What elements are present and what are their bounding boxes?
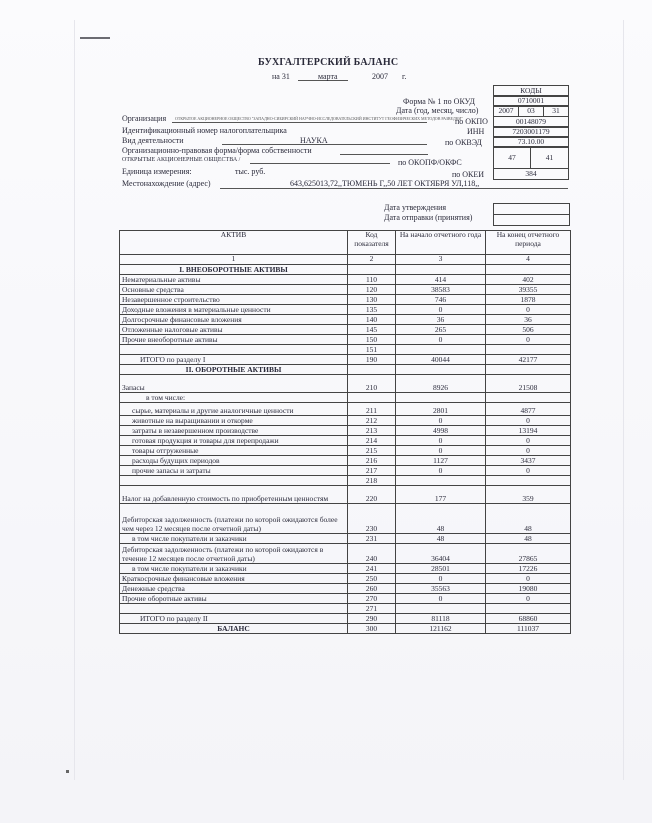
row-label: ИТОГО по разделу I (120, 355, 348, 365)
table-row (120, 504, 571, 534)
row-code: 231 (348, 534, 396, 544)
okud-label: Форма № 1 по ОКУД (403, 97, 475, 106)
table-row (120, 355, 571, 365)
row-label: Дебиторская задолженность (платежи по которой ожидаются в течение 12 месяцев после отчетной даты) (120, 544, 348, 564)
row-label: Запасы (120, 375, 348, 393)
row-end-value: 402 (486, 275, 571, 285)
row-code: 151 (348, 345, 396, 355)
pen-mark (80, 37, 110, 39)
row-label: Отложенные налоговые активы (120, 325, 348, 335)
row-start-value: 28501 (396, 564, 486, 574)
okopf-label: по ОКОПФ/ОКФС (398, 158, 462, 167)
row-start-value: 36 (396, 315, 486, 325)
okei-code: 384 (493, 168, 569, 180)
okfs-code: 41 (530, 146, 569, 169)
row-code: 214 (348, 436, 396, 446)
section-title: II. ОБОРОТНЫЕ АКТИВЫ (120, 365, 348, 375)
row-code: 150 (348, 335, 396, 345)
activity-underline (222, 144, 427, 145)
row-code: 217 (348, 466, 396, 476)
table-row (120, 375, 571, 393)
legal-form-underline-1 (340, 154, 428, 155)
org-name: ОТКРЫТОЕ АКЦИОНЕРНОЕ ОБЩЕСТВО "ЗАПАДНО-СИБИРСКИЙ НАУЧНО-ИССЛЕДОВАТЕЛЬСКИЙ ИНСТИТУТ ГЕОФИЗИЧЕСКИХ МЕТОДОВ РАЗВЕДКИ" (175, 116, 463, 121)
row-end-value: 48 (486, 534, 571, 544)
section-code-cell (348, 365, 396, 375)
row-start-value: 8926 (396, 375, 486, 393)
inn-code-label: ИНН (467, 127, 485, 136)
table-row (120, 594, 571, 604)
row-start-value (396, 345, 486, 355)
table-row (120, 476, 571, 486)
row-label: в том числе покупатели и заказчики (120, 564, 348, 574)
row-start-value: 40044 (396, 355, 486, 365)
code-month: 03 (518, 105, 544, 117)
section-start-cell (396, 265, 486, 275)
col-number-4: 4 (486, 255, 571, 265)
row-start-value: 0 (396, 574, 486, 584)
row-end-value: 21508 (486, 375, 571, 393)
send-date-box (493, 214, 570, 226)
row-end-value: 0 (486, 436, 571, 446)
row-code: 145 (348, 325, 396, 335)
row-start-value: 38583 (396, 285, 486, 295)
row-code: 250 (348, 574, 396, 584)
okopf-code: 47 (493, 146, 531, 169)
row-code: 140 (348, 315, 396, 325)
org-label: Организация (122, 114, 167, 123)
row-start-value: 4998 (396, 426, 486, 436)
row-label: сырье, материалы и другие аналогичные ценности (120, 403, 348, 416)
legal-form-label: Организационно-правовая форма/форма собственности (122, 146, 312, 155)
row-end-value: 27865 (486, 544, 571, 564)
location-value: 643,625013,72,,ТЮМЕНЬ Г,,50 ЛЕТ ОКТЯБРЯ УЛ,118,, (290, 179, 480, 188)
table-row (120, 564, 571, 574)
row-start-value: 0 (396, 335, 486, 345)
row-code: 216 (348, 456, 396, 466)
table-row (120, 456, 571, 466)
row-label: БАЛАНС (120, 624, 348, 634)
row-label: расходы будущих периодов (120, 456, 348, 466)
row-start-value: 414 (396, 275, 486, 285)
row-code: 135 (348, 305, 396, 315)
row-label: Прочие оборотные активы (120, 594, 348, 604)
unit-label: Единица измерения: (122, 167, 192, 176)
row-label: Налог на добавленную стоимость по приобретенным ценностям (120, 486, 348, 504)
row-end-value: 0 (486, 305, 571, 315)
row-end-value: 17226 (486, 564, 571, 574)
table-row (120, 544, 571, 564)
row-end-value (486, 476, 571, 486)
date-label: Дата (год, месяц, число) (396, 106, 479, 115)
row-start-value: 121162 (396, 624, 486, 634)
section-start-cell (396, 365, 486, 375)
code-year: 2007 (493, 105, 519, 117)
row-label: Денежные средства (120, 584, 348, 594)
row-start-value: 265 (396, 325, 486, 335)
row-code: 290 (348, 614, 396, 624)
org-underline (172, 122, 427, 123)
row-label: Прочие внеоборотные активы (120, 335, 348, 345)
table-row (120, 426, 571, 436)
table-row (120, 446, 571, 456)
row-code: 211 (348, 403, 396, 416)
row-label: затраты в незавершенном производстве (120, 426, 348, 436)
row-end-value: 506 (486, 325, 571, 335)
row-end-value (486, 345, 571, 355)
row-code: 215 (348, 446, 396, 456)
row-start-value: 2801 (396, 403, 486, 416)
row-start-value (396, 476, 486, 486)
row-code: 210 (348, 375, 396, 393)
table-row (120, 295, 571, 305)
row-start-value: 81118 (396, 614, 486, 624)
row-start-value: 35563 (396, 584, 486, 594)
row-label: в том числе: (120, 393, 348, 403)
row-code: 271 (348, 604, 396, 614)
col-number-1: 1 (120, 255, 348, 265)
row-end-value: 42177 (486, 355, 571, 365)
col-header-start: На начало отчетного года (396, 231, 486, 255)
row-code: 241 (348, 564, 396, 574)
location-label: Местонахождение (адрес) (122, 179, 211, 188)
row-code: 213 (348, 426, 396, 436)
row-end-value (486, 393, 571, 403)
row-end-value: 0 (486, 466, 571, 476)
row-end-value: 36 (486, 315, 571, 325)
row-start-value: 0 (396, 436, 486, 446)
send-date-label: Дата отправки (принятия) (384, 213, 473, 222)
row-start-value: 0 (396, 446, 486, 456)
okei-label: по ОКЕИ (452, 170, 485, 179)
inn-code: 7203001179 (493, 126, 569, 138)
table-row (120, 584, 571, 594)
row-label: животные на выращивании и откорме (120, 416, 348, 426)
row-end-value: 68860 (486, 614, 571, 624)
row-start-value: 746 (396, 295, 486, 305)
inn-label: Идентификационный номер налогоплательщика (122, 126, 287, 135)
row-code: 110 (348, 275, 396, 285)
table-row (120, 403, 571, 416)
row-label: Долгосрочные финансовые вложения (120, 315, 348, 325)
row-code: 300 (348, 624, 396, 634)
row-code: 218 (348, 476, 396, 486)
scan-dot (66, 770, 69, 773)
activity-value: НАУКА (300, 136, 328, 145)
row-label (120, 345, 348, 355)
row-code: 220 (348, 486, 396, 504)
row-end-value: 359 (486, 486, 571, 504)
row-start-value: 0 (396, 305, 486, 315)
row-start-value: 0 (396, 594, 486, 604)
row-end-value: 4877 (486, 403, 571, 416)
code-day: 31 (543, 105, 569, 117)
table-row (120, 275, 571, 285)
section-title: I. ВНЕОБОРОТНЫЕ АКТИВЫ (120, 265, 348, 275)
row-start-value: 1127 (396, 456, 486, 466)
row-code: 270 (348, 594, 396, 604)
codes-header: КОДЫ (493, 85, 569, 97)
table-row (120, 325, 571, 335)
row-label: Нематериальные активы (120, 275, 348, 285)
date-suffix: г. (402, 72, 407, 81)
row-start-value: 0 (396, 416, 486, 426)
unit-value: тыс. руб. (235, 167, 266, 176)
row-label (120, 604, 348, 614)
row-end-value: 0 (486, 574, 571, 584)
table-row (120, 393, 571, 403)
row-label: Незавершенное строительство (120, 295, 348, 305)
row-code: 130 (348, 295, 396, 305)
row-label: товары отгруженные (120, 446, 348, 456)
table-row (120, 305, 571, 315)
table-row (120, 534, 571, 544)
section-row (120, 365, 571, 375)
row-code: 240 (348, 544, 396, 564)
row-label: Основные средства (120, 285, 348, 295)
row-code: 120 (348, 285, 396, 295)
section-end-cell (486, 265, 571, 275)
row-code: 260 (348, 584, 396, 594)
col-header-code: Код показателя (348, 231, 396, 255)
legal-form-value: ОТКРЫТЫЕ АКЦИОНЕРНЫЕ ОБЩЕСТВА / (122, 157, 241, 163)
row-start-value: 36404 (396, 544, 486, 564)
okpo-code: 00148079 (493, 116, 569, 128)
row-code: 212 (348, 416, 396, 426)
row-code: 230 (348, 504, 396, 534)
okved-label: по ОКВЭД (445, 138, 482, 147)
document-title: БУХГАЛТЕРСКИЙ БАЛАНС (258, 57, 399, 68)
table-row (120, 285, 571, 295)
row-end-value: 111037 (486, 624, 571, 634)
row-label: Дебиторская задолженность (платежи по которой ожидаются более чем через 12 месяцев после отчетной даты) (120, 504, 348, 534)
okved-code: 73.10.00 (493, 136, 569, 148)
col-number-2: 2 (348, 255, 396, 265)
row-start-value: 48 (396, 534, 486, 544)
row-end-value: 0 (486, 446, 571, 456)
row-label: прочие запасы и затраты (120, 466, 348, 476)
okpo-label: по ОКПО (455, 117, 488, 126)
approval-date-label: Дата утверждения (384, 203, 447, 212)
row-end-value: 19080 (486, 584, 571, 594)
row-end-value: 1878 (486, 295, 571, 305)
row-end-value: 13194 (486, 426, 571, 436)
col-number-3: 3 (396, 255, 486, 265)
table-row (120, 416, 571, 426)
row-end-value: 3437 (486, 456, 571, 466)
table-row (120, 436, 571, 446)
location-underline (220, 188, 568, 189)
table-row (120, 574, 571, 584)
row-end-value: 48 (486, 504, 571, 534)
section-row (120, 265, 571, 275)
activity-label: Вид деятельности (122, 136, 184, 145)
table-row (120, 486, 571, 504)
row-label: Краткосрочные финансовые вложения (120, 574, 348, 584)
row-code (348, 393, 396, 403)
row-end-value: 39355 (486, 285, 571, 295)
row-start-value: 0 (396, 466, 486, 476)
row-end-value (486, 604, 571, 614)
row-label: в том числе покупатели и заказчики (120, 534, 348, 544)
col-header-asset: АКТИВ (120, 231, 348, 255)
table-row (120, 345, 571, 355)
row-start-value: 177 (396, 486, 486, 504)
row-end-value: 0 (486, 416, 571, 426)
table-row (120, 466, 571, 476)
table-row (120, 614, 571, 624)
table-row (120, 604, 571, 614)
section-code-cell (348, 265, 396, 275)
date-month: марта (318, 72, 338, 81)
row-code: 190 (348, 355, 396, 365)
row-label (120, 476, 348, 486)
section-end-cell (486, 365, 571, 375)
table-row (120, 335, 571, 345)
table-row (120, 624, 571, 634)
row-label: ИТОГО по разделу II (120, 614, 348, 624)
okud-code: 0710001 (493, 95, 569, 107)
row-end-value: 0 (486, 594, 571, 604)
legal-form-underline-2 (250, 163, 390, 164)
row-start-value (396, 393, 486, 403)
col-header-end: На конец отчетного периода (486, 231, 571, 255)
row-label: готовая продукция и товары для перепродажи (120, 436, 348, 446)
row-start-value: 48 (396, 504, 486, 534)
row-label: Доходные вложения в материальные ценности (120, 305, 348, 315)
balance-table-body (120, 265, 571, 634)
table-row (120, 315, 571, 325)
date-year: 2007 (372, 72, 388, 81)
balance-table (119, 230, 571, 634)
row-end-value: 0 (486, 335, 571, 345)
date-prefix: на 31 (272, 72, 290, 81)
row-start-value (396, 604, 486, 614)
